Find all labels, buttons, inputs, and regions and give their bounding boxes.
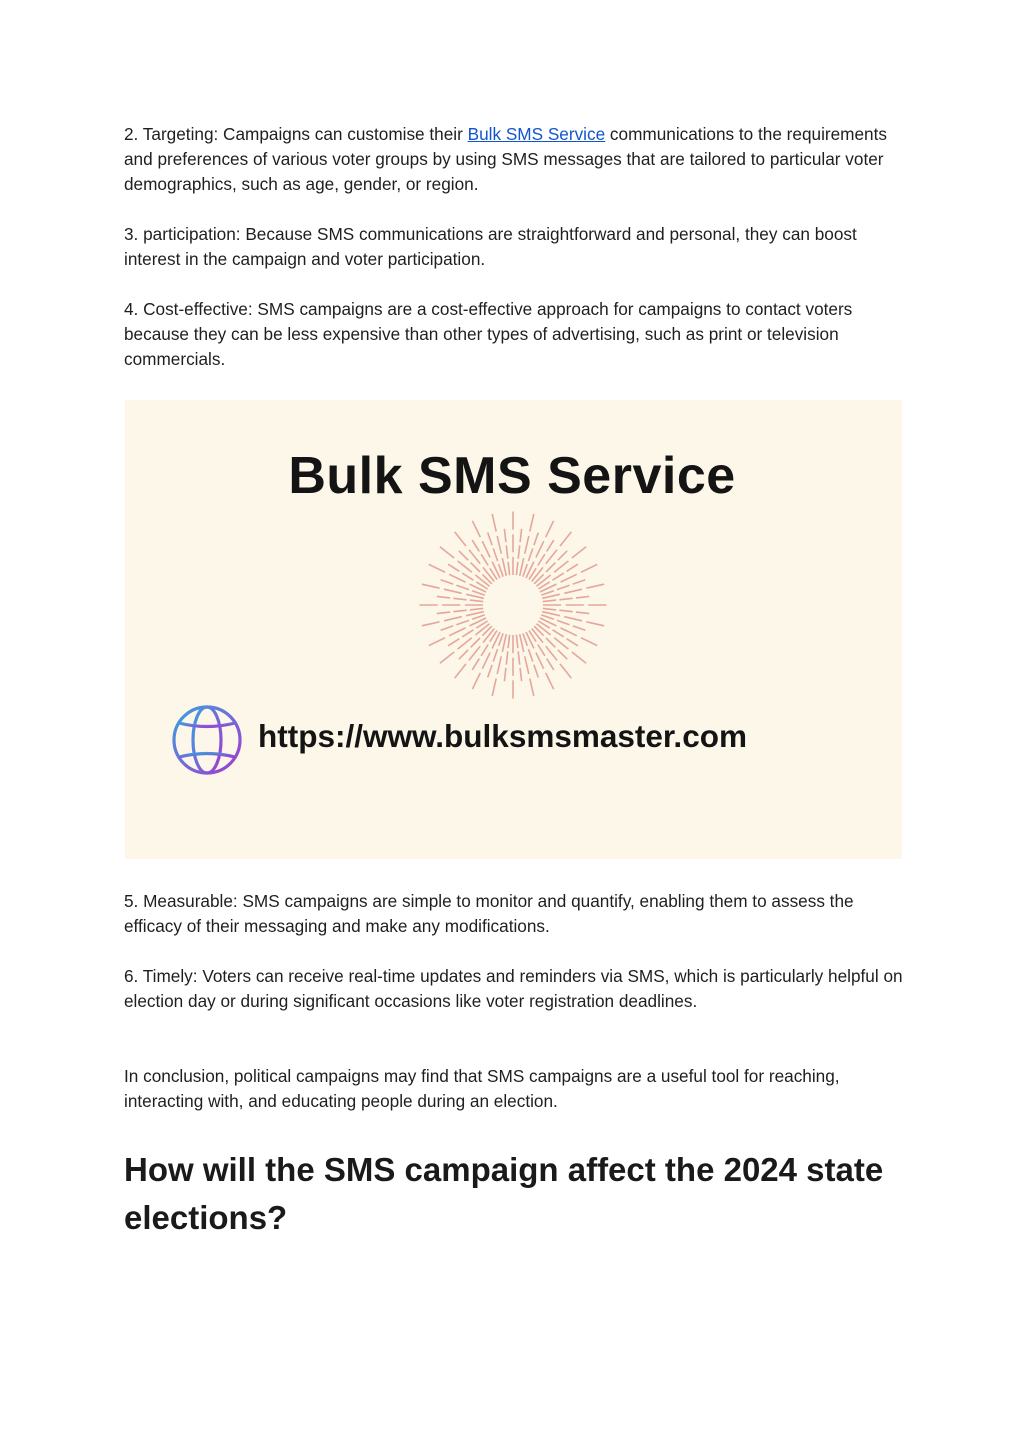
paragraph-cost-effective: 4. Cost-effective: SMS campaigns are a cost-effective approach for campaigns to contact voters because they can be less expensive than other types of advertising, such as print or television commercials. (124, 299, 853, 369)
banner-url: https://www.bulksmsmaster.com (258, 718, 747, 754)
sunburst-icon (405, 500, 625, 700)
globe-icon (170, 703, 244, 777)
bulk-sms-service-link[interactable]: Bulk SMS Service (467, 124, 606, 144)
paragraph-text: 2. Targeting: Campaigns can customise their (124, 124, 468, 144)
paragraph-participation: 3. participation: Because SMS communications are straightforward and personal, they can boost interest in the campaign and voter participation. (124, 224, 857, 269)
paragraph-timely: 6. Timely: Voters can receive real-time updates and reminders via SMS, which is particularly helpful on election day or during significant occasions like voter registration deadlines. (124, 966, 903, 1011)
paragraph-text: communications to the requirements and preferences of various voter groups by using SMS messages that are tailored to particular voter demographics, such as age, gender, or region. (124, 124, 887, 194)
paragraph-conclusion: In conclusion, political campaigns may find that SMS campaigns are a useful tool for reaching, interacting with, and educating people during an election. (124, 1066, 840, 1111)
paragraph-measurable: 5. Measurable: SMS campaigns are simple to monitor and quantify, enabling them to assess the efficacy of their messaging and make any modifications. (124, 891, 854, 936)
banner-title: Bulk SMS Service (288, 447, 736, 505)
section-heading: How will the SMS campaign affect the 2024 state elections? (124, 1151, 884, 1236)
paragraph-targeting (124, 122, 914, 197)
